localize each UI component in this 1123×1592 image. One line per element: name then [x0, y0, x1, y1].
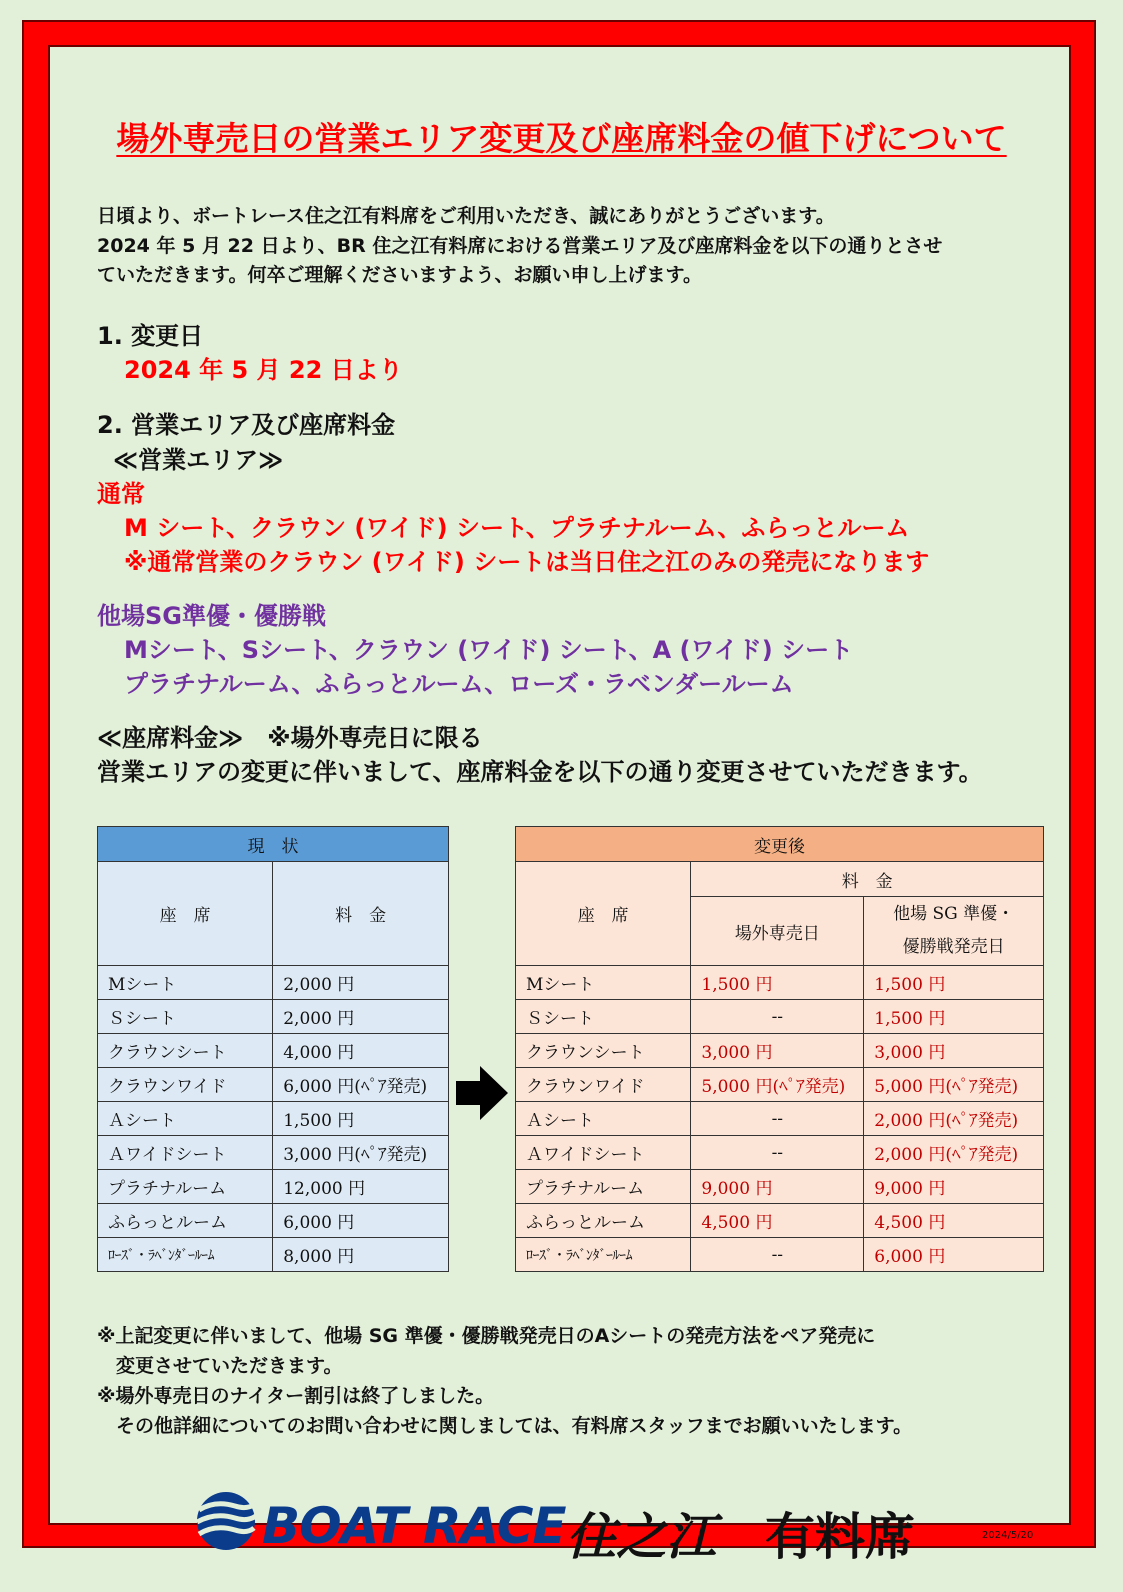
table-row [516, 1102, 1044, 1136]
offsite-fee-cell: 3,000 円 [691, 1034, 864, 1068]
note-line-2: 変更させていただきます。 [97, 1355, 343, 1377]
seat-cell: ふらっとルーム [516, 1204, 691, 1238]
section1-heading: 1. 変更日 [97, 322, 204, 350]
offsite-fee-cell: -- [691, 1102, 864, 1136]
new-col-offsite: 場外専売日 [691, 897, 864, 966]
page-title: 場外専売日の営業エリア変更及び座席料金の値下げについて [116, 119, 1007, 158]
seat-cell: Mシート [516, 966, 691, 1000]
fee-heading: ≪座席料金≫ ※場外専売日に限る [97, 724, 483, 752]
seat-cell: Ａワイドシート [98, 1136, 273, 1170]
sg-fee-cell: 4,500 円 [864, 1204, 1044, 1238]
offsite-fee-cell: 9,000 円 [691, 1170, 864, 1204]
offsite-fee-cell: -- [691, 1238, 864, 1272]
table-row [516, 1238, 1044, 1272]
new-col-fee: 料 金 [691, 862, 1044, 897]
offsite-fee-cell: -- [691, 1000, 864, 1034]
normal-label: 通常 [97, 480, 145, 508]
note-line-4: その他詳細についてのお問い合わせに関しましては、有料席スタッフまでお願いいたします。 [97, 1415, 913, 1437]
seat-cell: Mシート [98, 966, 273, 1000]
fee-cell: 12,000 円 [273, 1170, 449, 1204]
seat-cell: ﾛｰｽﾞ・ﾗﾍﾞﾝﾀﾞｰﾙｰﾑ [516, 1238, 691, 1272]
change-date: 2024 年 5 月 22 日より [124, 356, 403, 384]
intro-line-3: ていただきます。何卒ご理解くださいますよう、お願い申し上げます。 [97, 264, 702, 286]
normal-seats: M シート、クラウン (ワイド) シート、プラチナルーム、ふらっとルーム [124, 514, 910, 542]
seat-cell: クラウンシート [98, 1034, 273, 1068]
table-row [516, 966, 1044, 1000]
table-row [98, 1000, 449, 1034]
seat-cell: プラチナルーム [98, 1170, 273, 1204]
table-row [98, 1170, 449, 1204]
seat-cell: プラチナルーム [516, 1170, 691, 1204]
seat-cell: Ａワイドシート [516, 1136, 691, 1170]
sg-label: 他場SG準優・優勝戦 [97, 602, 326, 630]
seat-cell: クラウンシート [516, 1034, 691, 1068]
new-col-seat: 座 席 [516, 862, 691, 966]
intro-line-2: 2024 年 5 月 22 日より、BR 住之江有料席における営業エリア及び座席料金を以下の通りとさせ [97, 235, 943, 257]
table-row [516, 1136, 1044, 1170]
fee-cell: 2,000 円 [273, 966, 449, 1000]
table-row [98, 1136, 449, 1170]
sg-fee-cell: 6,000 円 [864, 1238, 1044, 1272]
note-line-1: ※上記変更に伴いまして、他場 SG 準優・優勝戦発売日のAシートの発売方法をペア発売に [97, 1325, 876, 1347]
table-row [516, 1068, 1044, 1102]
fee-cell: 3,000 円(ﾍﾟｱ発売) [273, 1136, 449, 1170]
logo-suffix: 有料席 [765, 1508, 915, 1566]
table-row [516, 1170, 1044, 1204]
fee-cell: 1,500 円 [273, 1102, 449, 1136]
offsite-fee-cell: 1,500 円 [691, 966, 864, 1000]
new-col-sg-line-2: 優勝戦発売日 [902, 937, 1005, 957]
new-table-title: 変更後 [516, 827, 1044, 862]
sg-fee-cell: 1,500 円 [864, 966, 1044, 1000]
seat-cell: Ａシート [516, 1102, 691, 1136]
fee-cell: 6,000 円(ﾍﾟｱ発売) [273, 1068, 449, 1102]
area-heading: ≪営業エリア≫ [113, 446, 284, 474]
sg-fee-cell: 2,000 円(ﾍﾟｱ発売) [864, 1102, 1044, 1136]
table-row [516, 1204, 1044, 1238]
normal-note: ※通常営業のクラウン (ワイド) シートは当日住之江のみの発売になります [124, 548, 930, 576]
offsite-fee-cell: 5,000 円(ﾍﾟｱ発売) [691, 1068, 864, 1102]
table-row [516, 1000, 1044, 1034]
intro-line-1: 日頃より、ボートレース住之江有料席をご利用いただき、誠にありがとうございます。 [97, 205, 835, 227]
sg-fee-cell: 9,000 円 [864, 1170, 1044, 1204]
sg-fee-cell: 1,500 円 [864, 1000, 1044, 1034]
table-row [516, 1034, 1044, 1068]
seat-cell: クラウンワイド [98, 1068, 273, 1102]
seat-cell: ふらっとルーム [98, 1204, 273, 1238]
fee-cell: 6,000 円 [273, 1204, 449, 1238]
table-row [98, 966, 449, 1000]
current-col-seat: 座 席 [98, 862, 273, 966]
fee-cell: 2,000 円 [273, 1000, 449, 1034]
fee-description: 営業エリアの変更に伴いまして、座席料金を以下の通り変更させていただきます。 [97, 758, 983, 786]
table-row [98, 1204, 449, 1238]
seat-cell: クラウンワイド [516, 1068, 691, 1102]
right-arrow-icon [456, 1066, 508, 1120]
offsite-fee-cell: 4,500 円 [691, 1204, 864, 1238]
issue-date: 2024/5/20 [982, 1530, 1034, 1541]
sg-fee-cell: 3,000 円 [864, 1034, 1044, 1068]
boatrace-wave-logo-icon [195, 1490, 257, 1552]
table-row [98, 1102, 449, 1136]
sg-fee-cell: 2,000 円(ﾍﾟｱ発売) [864, 1136, 1044, 1170]
new-col-sg-line-1: 他場 SG 準優・ [893, 904, 1015, 924]
seat-cell: Ｓシート [98, 1000, 273, 1034]
current-col-fee: 料 金 [273, 862, 449, 966]
sg-seats-line-1: Mシート、Sシート、クラウン (ワイド) シート、A (ワイド) シート [124, 636, 854, 664]
fee-cell: 8,000 円 [273, 1238, 449, 1272]
table-row [98, 1068, 449, 1102]
offsite-fee-cell: -- [691, 1136, 864, 1170]
sg-fee-cell: 5,000 円(ﾍﾟｱ発売) [864, 1068, 1044, 1102]
table-row [98, 1034, 449, 1068]
sg-seats-line-2: プラチナルーム、ふらっとルーム、ローズ・ラベンダールーム [124, 670, 794, 698]
current-table-title: 現 状 [98, 827, 449, 862]
table-row [98, 1238, 449, 1272]
new-fee-table [515, 826, 1044, 1272]
seat-cell: Ａシート [98, 1102, 273, 1136]
current-fee-table [97, 826, 449, 1272]
new-col-sg [864, 897, 1044, 966]
logo-text: BOAT RACE [262, 1497, 566, 1555]
seat-cell: Ｓシート [516, 1000, 691, 1034]
seat-cell: ﾛｰｽﾞ・ﾗﾍﾞﾝﾀﾞｰﾙｰﾑ [98, 1238, 273, 1272]
section2-heading: 2. 営業エリア及び座席料金 [97, 411, 396, 439]
logo-kanji: 住之江 [566, 1508, 716, 1566]
note-line-3: ※場外専売日のナイター割引は終了しました。 [97, 1385, 495, 1407]
fee-cell: 4,000 円 [273, 1034, 449, 1068]
